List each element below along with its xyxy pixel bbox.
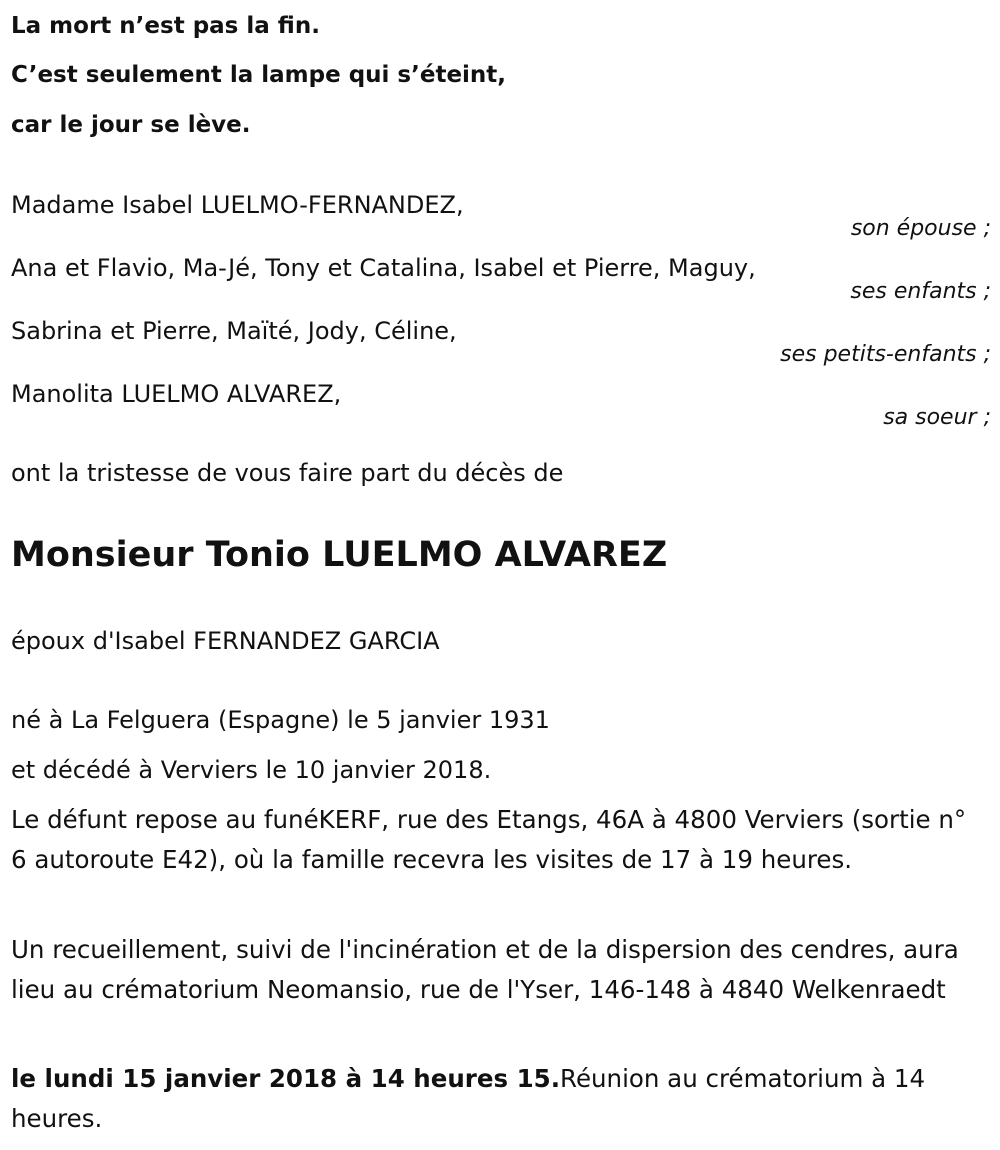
death-line: et décédé à Verviers le 10 janvier 2018. bbox=[11, 756, 492, 784]
family-names-grandchildren: Sabrina et Pierre, Maïté, Jody, Céline, bbox=[11, 317, 457, 345]
family-names-children: Ana et Flavio, Ma-Jé, Tony et Catalina, Isabel et Pierre, Maguy, bbox=[11, 254, 756, 282]
ceremony-date-paragraph bbox=[11, 1059, 981, 1139]
family-names-sister: Manolita LUELMO ALVAREZ, bbox=[11, 380, 342, 408]
announcement-text: ont la tristesse de vous faire part du décès de bbox=[11, 459, 564, 487]
reunion-text: Réunion au crématorium à 14 heures. bbox=[11, 1064, 926, 1133]
family-relation-sister: sa soeur ; bbox=[883, 405, 991, 430]
family-relation-grandchildren: ses petits-enfants ; bbox=[780, 342, 991, 367]
epitaph-line-1: La mort n’est pas la fin. bbox=[11, 13, 320, 39]
family-relation-children: ses enfants ; bbox=[850, 279, 991, 304]
family-relation-spouse: son épouse ; bbox=[850, 216, 991, 241]
deceased-name: Monsieur Tonio LUELMO ALVAREZ bbox=[11, 535, 668, 575]
epitaph-line-3: car le jour se lève. bbox=[11, 112, 251, 138]
ceremony-date: le lundi 15 janvier 2018 à 14 heures 15. bbox=[11, 1064, 561, 1093]
birth-line: né à La Felguera (Espagne) le 5 janvier 1931 bbox=[11, 706, 550, 734]
ceremony-paragraph: Un recueillement, suivi de l'incinération et de la dispersion des cendres, aura lieu au crématorium Neomansio, rue de l'Yser, 146-148 à 4840 Welkenraedt bbox=[11, 935, 959, 1004]
family-names-spouse: Madame Isabel LUELMO-FERNANDEZ, bbox=[11, 191, 464, 219]
epitaph-line-2: C’est seulement la lampe qui s’éteint, bbox=[11, 62, 507, 88]
repose-paragraph: Le défunt repose au funéKERF, rue des Etangs, 46A à 4800 Verviers (sortie n° 6 autoroute E42), où la famille recevra les visites de 17 à 19 heures. bbox=[11, 805, 967, 874]
spouse-line: époux d'Isabel FERNANDEZ GARCIA bbox=[11, 627, 440, 655]
